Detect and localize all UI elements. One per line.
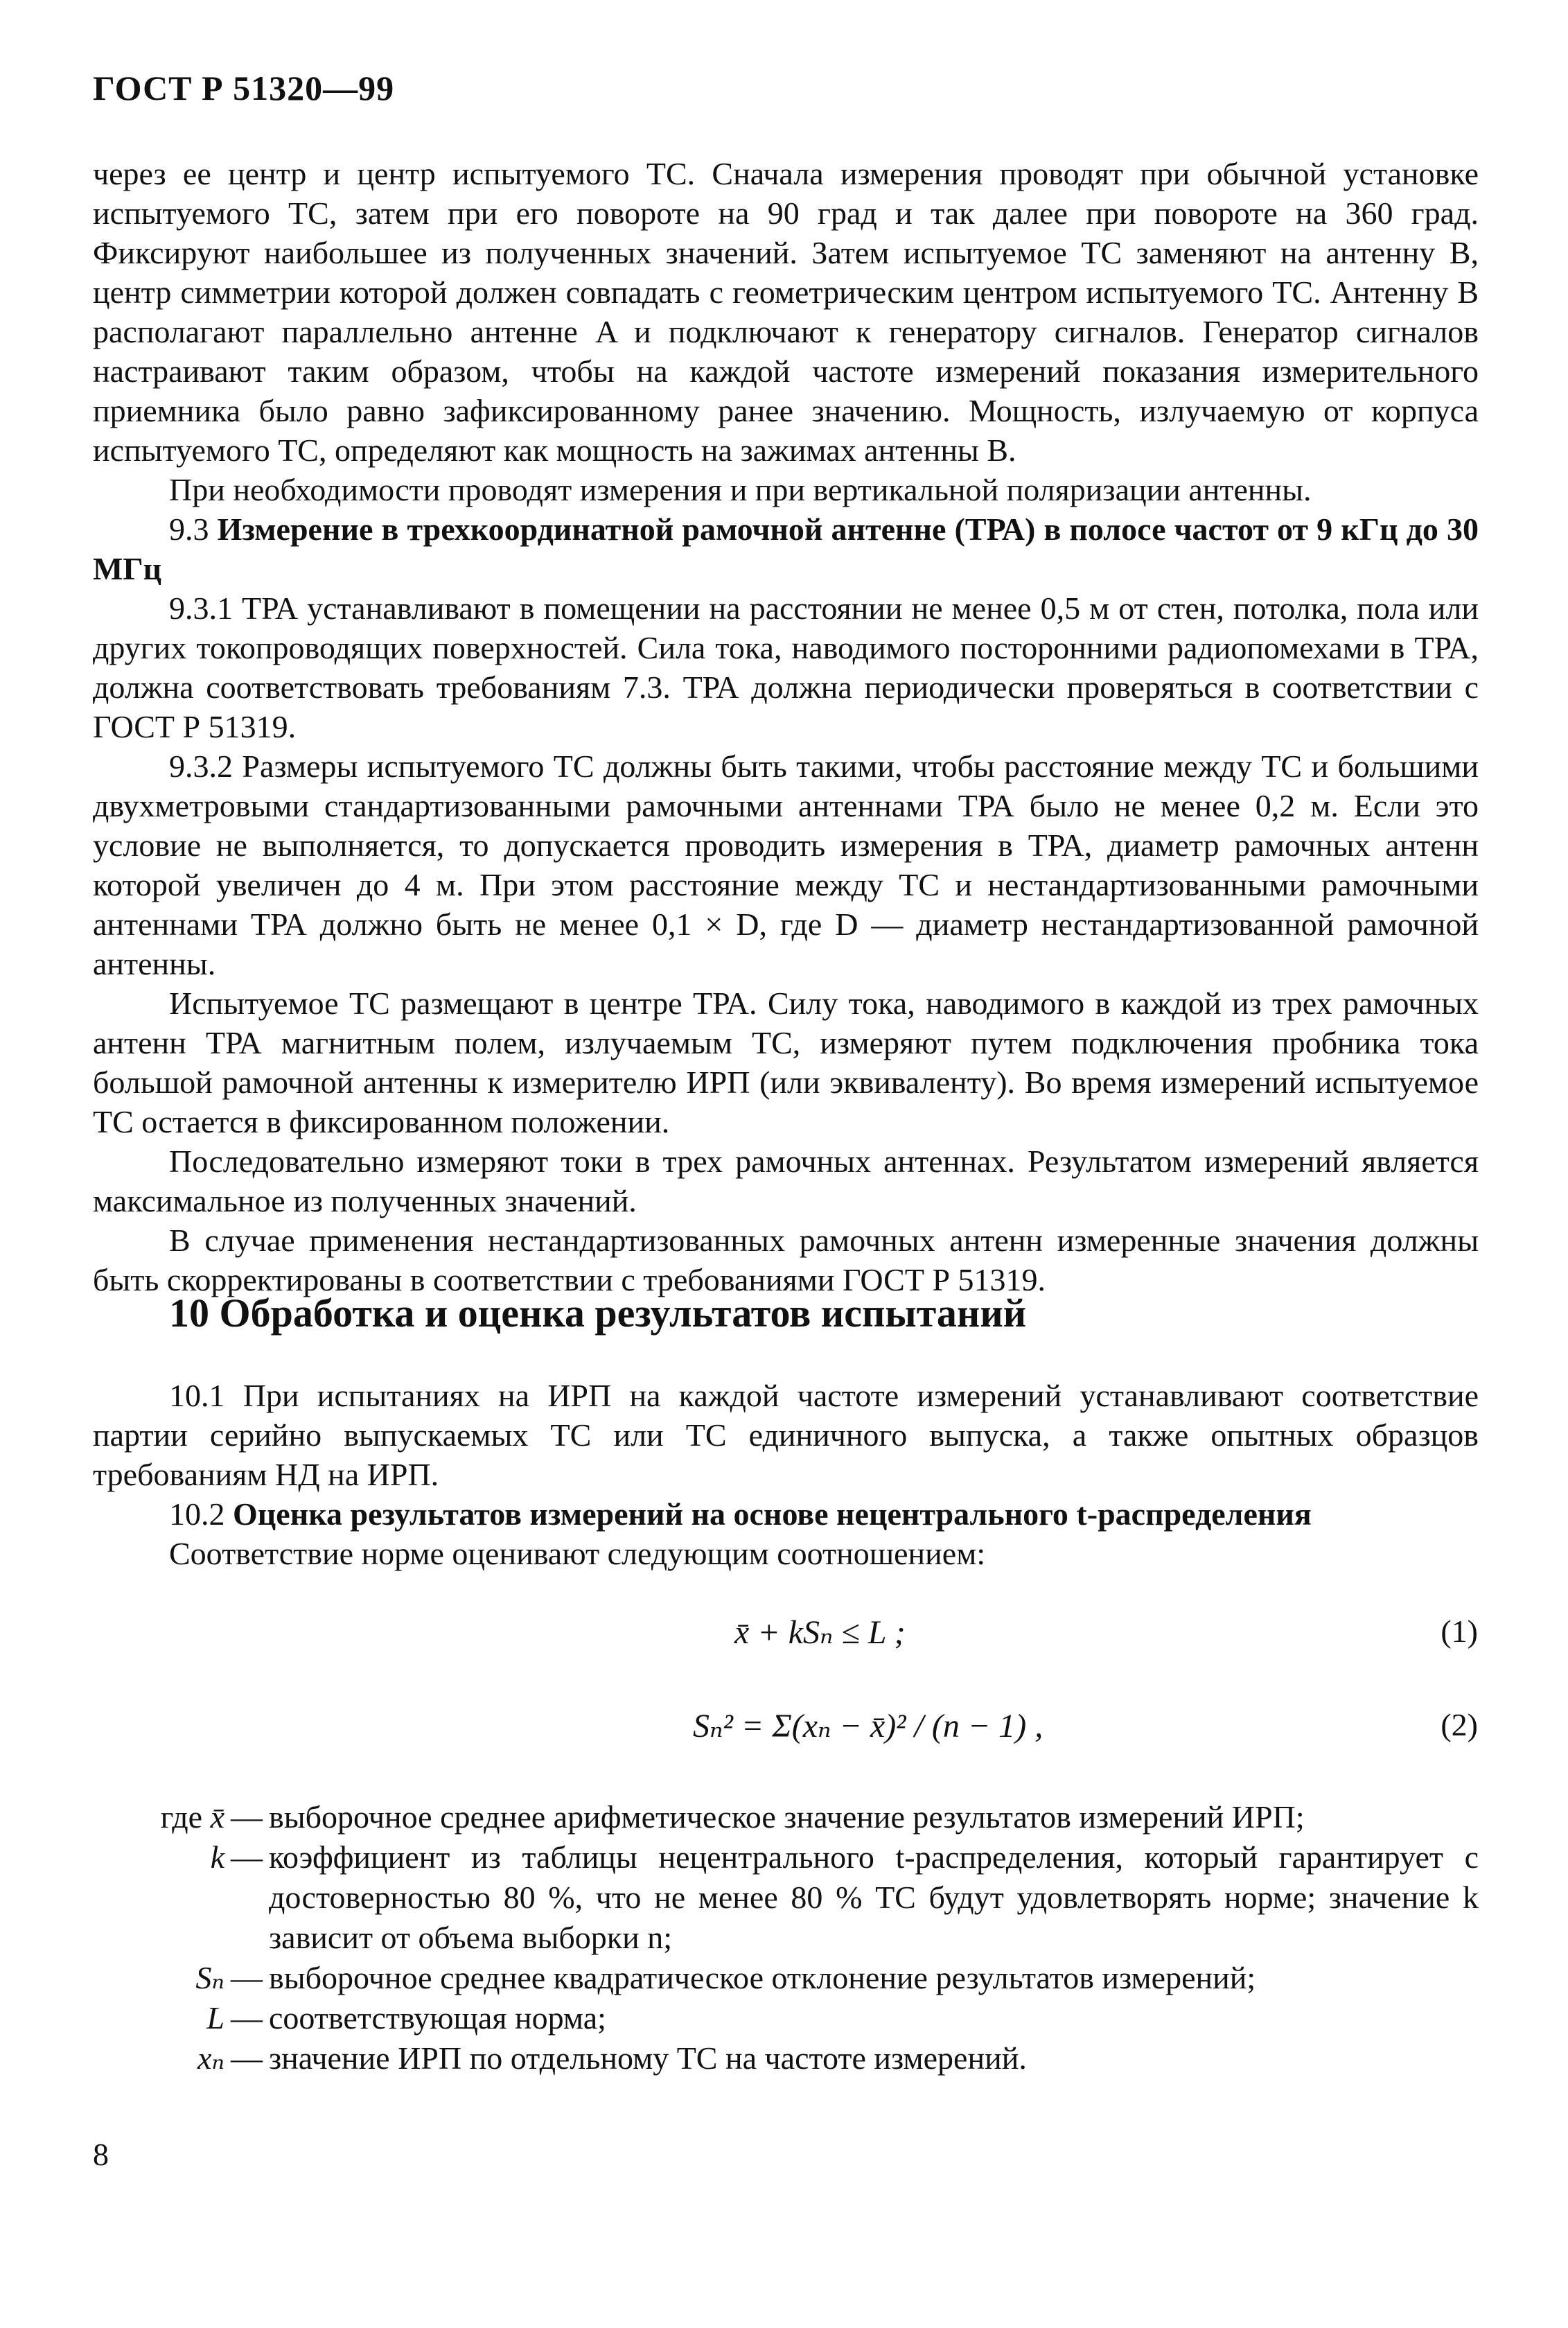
definition-row (93, 1797, 1479, 1837)
definition-row (93, 1958, 1479, 1998)
paragraph: 10.1 При испытаниях на ИРП на каждой частоте измерений устанавливают соответствие партии серийно выпускаемых ТС или ТС единичного выпуска, а также опытных образцов требованиям НД на ИРП. (93, 1378, 1479, 1492)
definition-text: выборочное среднее квадратическое отклонение результатов измерений; (269, 1960, 1256, 1995)
subsection-10-2-heading (93, 1494, 1479, 1534)
dash: — (231, 2040, 263, 2076)
formula-1: x̄ + kSₙ ≤ L ; (734, 1614, 906, 1651)
definition-symbol: L (206, 2000, 224, 2036)
page-header: ГОСТ Р 51320—99 (93, 69, 395, 107)
dash: — (231, 1960, 263, 1995)
section-number: 10.2 (169, 1496, 225, 1532)
paragraph: 9.3.2 Размеры испытуемого ТС должны быть такими, чтобы расстояние между ТС и большими двухметровыми стандартизованными рамочными антеннами ТРА было не менее 0,2 м. Если это условие не выполняется, то допускается проводить измерения в ТРА, диаметр рамочных антенн которой увеличен до 4 м. При этом расстояние между ТС и нестандартизованными рамочными антеннами ТРА должно быть не менее 0,1 × D, где D — диаметр нестандартизованной рамочной антенны. (93, 749, 1479, 981)
paragraph: Последовательно измеряют токи в трех рамочных антеннах. Результатом измерений является максимальное из полученных значений. (93, 1144, 1479, 1218)
paragraph: 9.3.1 ТРА устанавливают в помещении на расстоянии не менее 0,5 м от стен, потолка, пола или других токопроводящих поверхностей. Сила тока, наводимого посторонними радиопомехами в ТРА, должна соответствовать требованиям 7.3. ТРА должна периодически проверяться в соответствии с ГОСТ Р 51319. (93, 590, 1479, 744)
definition-lead: где (160, 1799, 203, 1835)
definition-symbol: xₙ (197, 2040, 224, 2076)
definition-row (93, 2038, 1479, 2078)
section-number: 9.3 (169, 511, 209, 547)
definitions-list (93, 1797, 1479, 2078)
dash: — (231, 1799, 263, 1835)
paragraph: через ее центр и центр испытуемого ТС. Сначала измерения проводят при обычной установке испытуемого ТС, затем при его повороте на 90 град и так далее при повороте на 360 град. Фиксируют наибольшее из полученных значений. Затем испытуемое ТС заменяют на антенну B, центр симметрии которой должен совпадать с геометрическим центром испытуемого ТС. Антенну B располагают параллельно антенне A и подключают к генератору сигналов. Генератор сигналов настраивают таким образом, чтобы на каждой частоте измерений показания измерительного приемника было равно зафиксированному ранее значению. Мощность, излучаемую от корпуса испытуемого ТС, определяют как мощность на зажимах антенны B. (93, 156, 1479, 468)
subsection-9-3-heading (93, 509, 1479, 588)
paragraph: В случае применения нестандартизованных рамочных антенн измеренные значения должны быть скорректированы в соответствии с требованиями ГОСТ Р 51319. (93, 1223, 1479, 1297)
definition-text: соответствующая норма; (269, 2000, 606, 2036)
definition-row (93, 1837, 1479, 1958)
definition-text: коэффициент из таблицы нецентрального t-распределения, который гарантирует с достоверностью 80 %, что не менее 80 % ТС будут удовлетворять норме; значение k зависит от объема выборки n; (269, 1839, 1479, 1955)
section-10-heading: 10 Обработка и оценка результатов испытаний (169, 1290, 1027, 1336)
dash: — (231, 1839, 263, 1875)
definition-text: значение ИРП по отдельному ТС на частоте измерений. (269, 2040, 1027, 2076)
definition-text: выборочное среднее арифметическое значение результатов измерений ИРП; (269, 1799, 1305, 1835)
dash: — (231, 2000, 263, 2036)
definition-symbol: k (210, 1839, 224, 1875)
definition-symbol: Sₙ (195, 1960, 224, 1995)
formula-2: Sₙ² = Σ(xₙ − x̄)² / (n − 1) , (693, 1708, 1043, 1744)
formula-2-number: (2) (1441, 1707, 1478, 1742)
body-section-10 (93, 1376, 1479, 1573)
paragraph: Испытуемое ТС размещают в центре ТРА. Силу тока, наводимого в каждой из трех рамочных антенн ТРА магнитным полем, излучаемым ТС, измеряют путем подключения пробника тока большой рамочной антенны к измерителю ИРП (или эквиваленту). Во время измерений испытуемое ТС остается в фиксированном положении. (93, 986, 1479, 1139)
definition-symbol: x̄ (210, 1799, 224, 1835)
section-title: Измерение в трехкоординатной рамочной антенне (ТРА) в полосе частот от 9 кГц до 30 МГц (93, 511, 1479, 586)
body-top (93, 154, 1479, 1299)
paragraph: При необходимости проводят измерения и при вертикальной поляризации антенны. (169, 472, 1312, 507)
paragraph: Соответствие норме оценивают следующим соотношением: (169, 1536, 986, 1571)
page-number: 8 (93, 2137, 109, 2172)
definition-row (93, 1998, 1479, 2038)
formula-1-number: (1) (1441, 1613, 1478, 1649)
section-title: Оценка результатов измерений на основе нецентрального t-распределения (233, 1496, 1312, 1532)
